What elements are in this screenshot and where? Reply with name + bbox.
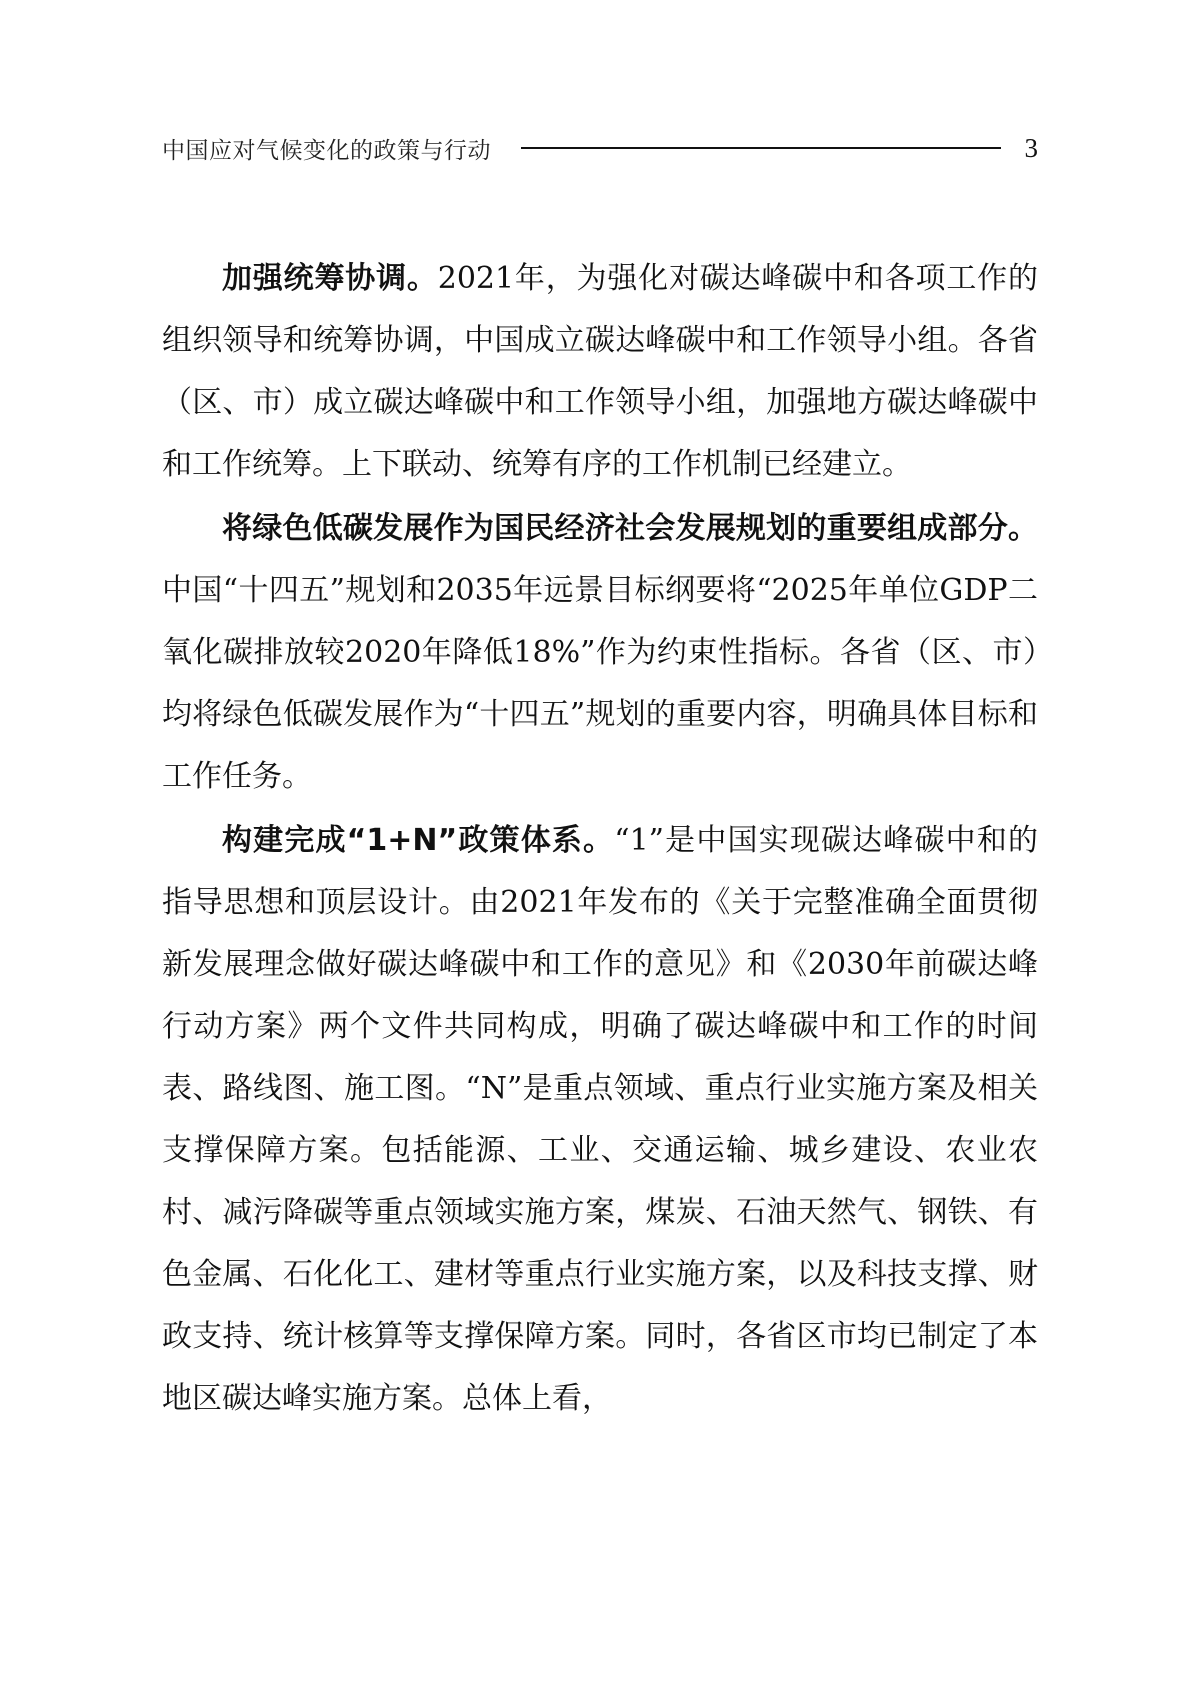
running-header (162, 130, 1038, 166)
paragraph-lead-heading: 加强统筹协调。 (222, 261, 438, 296)
page-number: 3 (1024, 132, 1038, 163)
paragraph-coordination (162, 248, 1038, 496)
body-text (162, 248, 1038, 1430)
paragraph-body-text: 中国“十四五”规划和2035年远景目标纲要将“2025年单位GDP二氧化碳排放较2020年降低18%”作为约束性指标。各省（区、市）均将绿色低碳发展作为“十四五”规划的重要内容，明确具体目标和工作任务。 (162, 573, 1038, 794)
paragraph-green-development (162, 498, 1038, 808)
paragraph-policy-system (162, 810, 1038, 1430)
paragraph-body-text: “1”是中国实现碳达峰碳中和的指导思想和顶层设计。由2021年发布的《关于完整准确全面贯彻新发展理念做好碳达峰碳中和工作的意见》和《2030年前碳达峰行动方案》两个文件共同构成，明确了碳达峰碳中和工作的时间表、路线图、施工图。“N”是重点领域、重点行业实施方案及相关支撑保障方案。包括能源、工业、交通运输、城乡建设、农业农村、减污降碳等重点领域实施方案，煤炭、石油天然气、钢铁、有色金属、石化化工、建材等重点行业实施方案，以及科技支撑、财政支持、统计核算等支撑保障方案。同时，各省区市均已制定了本地区碳达峰实施方案。总体上看， (162, 823, 1038, 1416)
header-divider-line (521, 147, 1001, 149)
paragraph-lead-heading: 构建完成“1+N”政策体系。 (222, 823, 615, 858)
paragraph-lead-heading: 将绿色低碳发展作为国民经济社会发展规划的重要组成部分。 (222, 511, 1038, 546)
paragraph-body-text: 2021年，为强化对碳达峰碳中和各项工作的组织领导和统筹协调，中国成立碳达峰碳中和工作领导小组。各省（区、市）成立碳达峰碳中和工作领导小组，加强地方碳达峰碳中和工作统筹。上下联动、统筹有序的工作机制已经建立。 (162, 261, 1038, 482)
running-header-title: 中国应对气候变化的政策与行动 (162, 137, 491, 164)
